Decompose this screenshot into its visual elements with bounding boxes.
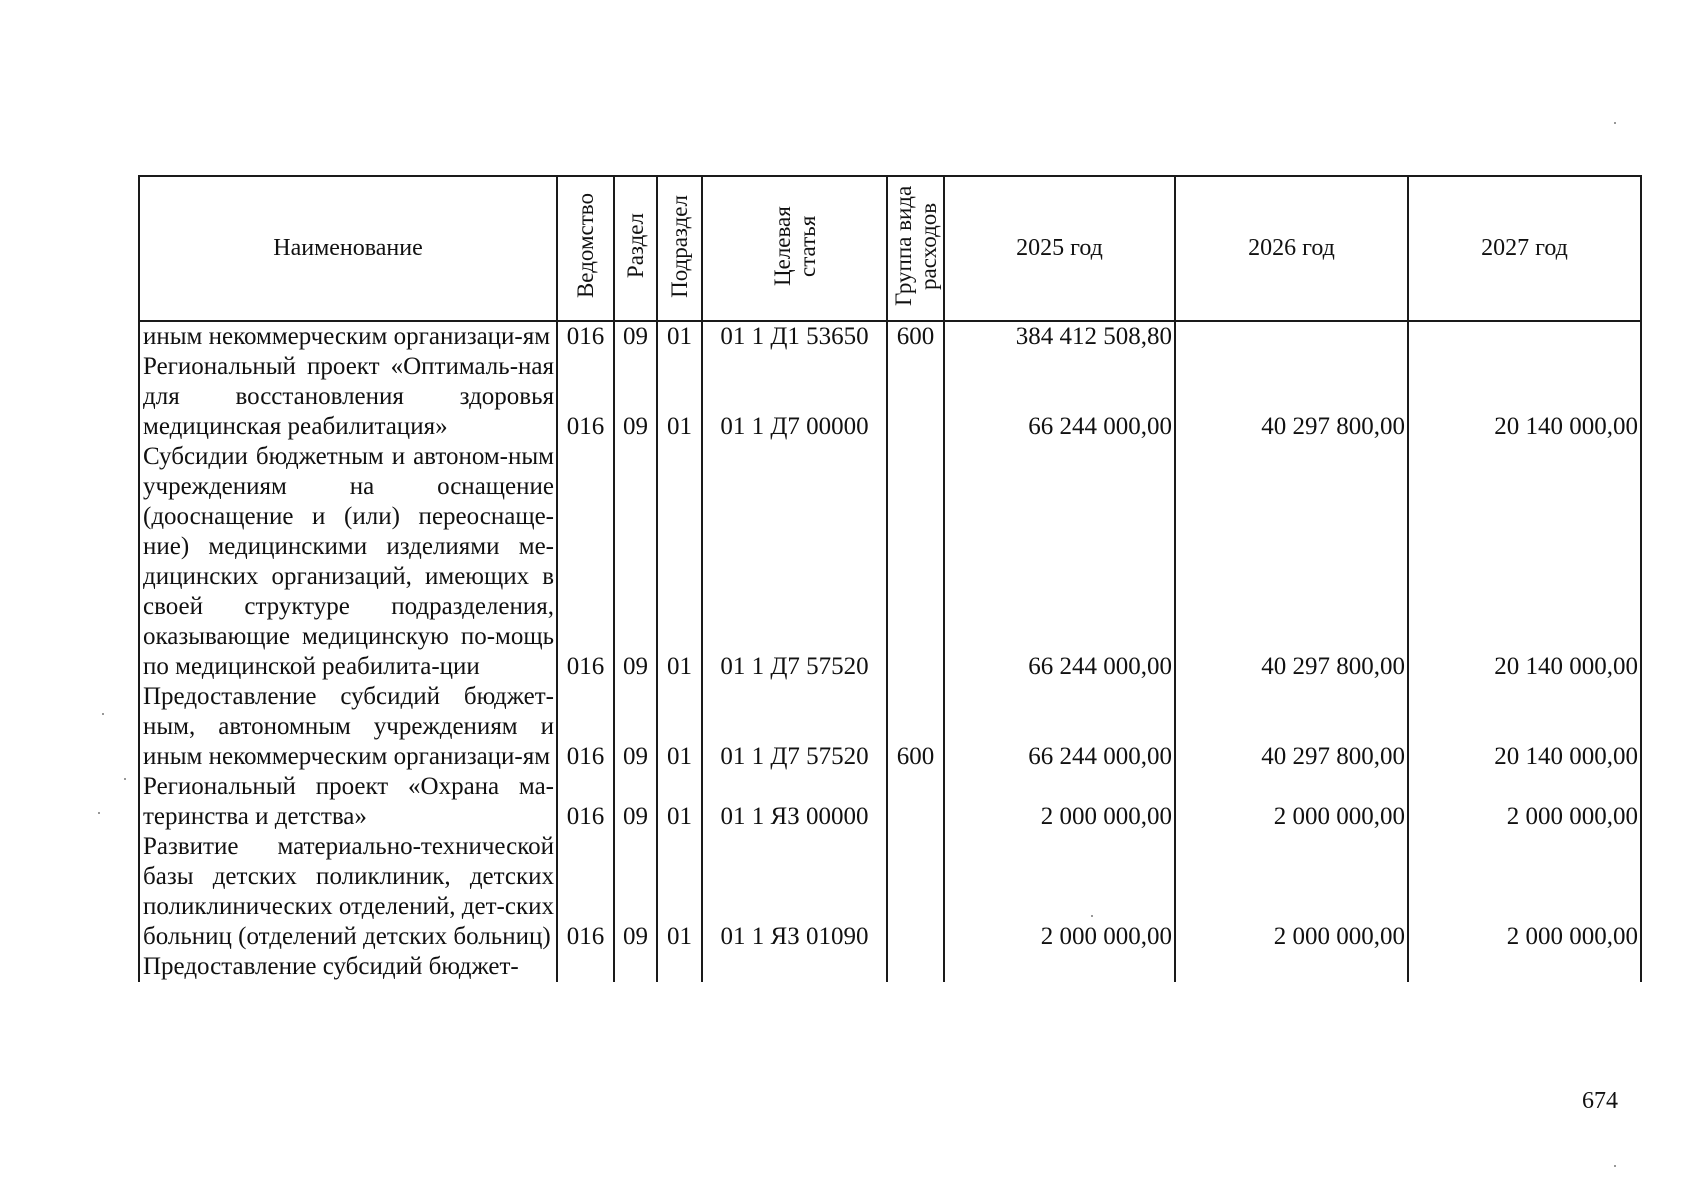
row-target-article: 01 1 Д7 57520: [702, 682, 887, 772]
budget-table: [138, 175, 1642, 982]
header-section-label: Раздел: [623, 213, 648, 279]
row-target-article: 01 1 Д1 53650: [702, 321, 887, 352]
row-amount-2026: [1175, 952, 1408, 982]
row-amount-2027: [1408, 952, 1641, 982]
row-expense-group: 600: [887, 682, 944, 772]
header-department-label: Ведомство: [573, 193, 598, 299]
row-amount-2026: [1175, 321, 1408, 352]
row-department: 016: [557, 352, 614, 442]
row-amount-2025: 2 000 000,00: [944, 832, 1175, 952]
scan-speck: [102, 713, 104, 715]
scan-speck: [1091, 915, 1093, 917]
table-row: [139, 352, 1641, 442]
row-subsection: 01: [657, 832, 702, 952]
row-amount-2027: 20 140 000,00: [1408, 682, 1641, 772]
row-section: 09: [614, 352, 657, 442]
row-subsection: 01: [657, 682, 702, 772]
row-department: 016: [557, 442, 614, 682]
header-expense-group: [887, 176, 944, 321]
row-amount-2025: 66 244 000,00: [944, 442, 1175, 682]
row-amount-2027: 2 000 000,00: [1408, 772, 1641, 832]
row-amount-2025: 384 412 508,80: [944, 321, 1175, 352]
row-target-article: [702, 952, 887, 982]
row-amount-2026: 40 297 800,00: [1175, 352, 1408, 442]
table-row: [139, 952, 1641, 982]
row-amount-2026: 2 000 000,00: [1175, 772, 1408, 832]
row-name: Региональный проект «Оптималь-ная для восстановления здоровья медицинская реабилитация»: [139, 352, 557, 442]
row-amount-2025: 66 244 000,00: [944, 682, 1175, 772]
row-subsection: [657, 952, 702, 982]
table-row: [139, 682, 1641, 772]
row-amount-2026: 40 297 800,00: [1175, 442, 1408, 682]
row-target-article: 01 1 ЯЗ 01090: [702, 832, 887, 952]
header-year-2027: 2027 год: [1408, 176, 1641, 321]
row-subsection: 01: [657, 442, 702, 682]
row-subsection: 01: [657, 772, 702, 832]
row-expense-group: [887, 442, 944, 682]
row-amount-2026: 2 000 000,00: [1175, 832, 1408, 952]
header-target-article: [702, 176, 887, 321]
table-row: [139, 442, 1641, 682]
row-department: 016: [557, 832, 614, 952]
row-name: Предоставление субсидий бюджет-: [139, 952, 557, 982]
row-expense-group: [887, 832, 944, 952]
table-row: [139, 321, 1641, 352]
row-section: 09: [614, 772, 657, 832]
row-section: 09: [614, 321, 657, 352]
table-header-row: [139, 176, 1641, 321]
row-target-article: 01 1 Д7 57520: [702, 442, 887, 682]
row-amount-2027: 2 000 000,00: [1408, 832, 1641, 952]
row-name: Развитие материально-технической базы детских поликлиник, детских поликлинических отделений, дет-ских больниц (отделений детских больниц): [139, 832, 557, 952]
row-amount-2025: 66 244 000,00: [944, 352, 1175, 442]
row-department: 016: [557, 772, 614, 832]
row-department: 016: [557, 682, 614, 772]
row-expense-group: [887, 352, 944, 442]
row-department: 016: [557, 321, 614, 352]
header-name: Наименование: [139, 176, 557, 321]
scan-speck: [98, 812, 100, 814]
row-amount-2027: 20 140 000,00: [1408, 352, 1641, 442]
row-name: иным некоммерческим организаци-ям: [139, 321, 557, 352]
row-name: Предоставление субсидий бюджет-ным, автономным учреждениям и иным некоммерческим организаци-ям: [139, 682, 557, 772]
row-amount-2027: [1408, 321, 1641, 352]
row-name: Региональный проект «Охрана ма-теринства и детства»: [139, 772, 557, 832]
header-section: [614, 176, 657, 321]
row-expense-group: [887, 952, 944, 982]
row-amount-2025: [944, 952, 1175, 982]
row-expense-group: 600: [887, 321, 944, 352]
row-expense-group: [887, 772, 944, 832]
header-target-article-label: Целевая статья: [769, 206, 820, 286]
row-department: [557, 952, 614, 982]
row-amount-2027: 20 140 000,00: [1408, 442, 1641, 682]
row-amount-2026: 40 297 800,00: [1175, 682, 1408, 772]
header-expense-group-label: Группа вида расходов: [890, 185, 941, 307]
row-amount-2025: 2 000 000,00: [944, 772, 1175, 832]
header-year-2026: 2026 год: [1175, 176, 1408, 321]
scan-speck: [1614, 122, 1616, 124]
row-target-article: 01 1 ЯЗ 00000: [702, 772, 887, 832]
row-section: [614, 952, 657, 982]
row-target-article: 01 1 Д7 00000: [702, 352, 887, 442]
header-department: [557, 176, 614, 321]
row-section: 09: [614, 832, 657, 952]
table-row: [139, 832, 1641, 952]
row-section: 09: [614, 682, 657, 772]
header-year-2025: 2025 год: [944, 176, 1175, 321]
row-name: Субсидии бюджетным и автоном-ным учреждениям на оснащение (дооснащение и (или) переоснаще-ние) медицинскими изделиями ме-дицинских организаций, имеющих в своей структуре подразделения, оказывающие медицинскую по-мощь по медицинской реабилита-ции: [139, 442, 557, 682]
header-subsection-label: Подраздел: [667, 194, 692, 298]
page-number: 674: [1582, 1088, 1618, 1114]
row-section: 09: [614, 442, 657, 682]
scan-speck: [124, 778, 126, 780]
row-subsection: 01: [657, 321, 702, 352]
table-row: [139, 772, 1641, 832]
header-subsection: [657, 176, 702, 321]
scan-speck: [1614, 1165, 1616, 1167]
row-subsection: 01: [657, 352, 702, 442]
